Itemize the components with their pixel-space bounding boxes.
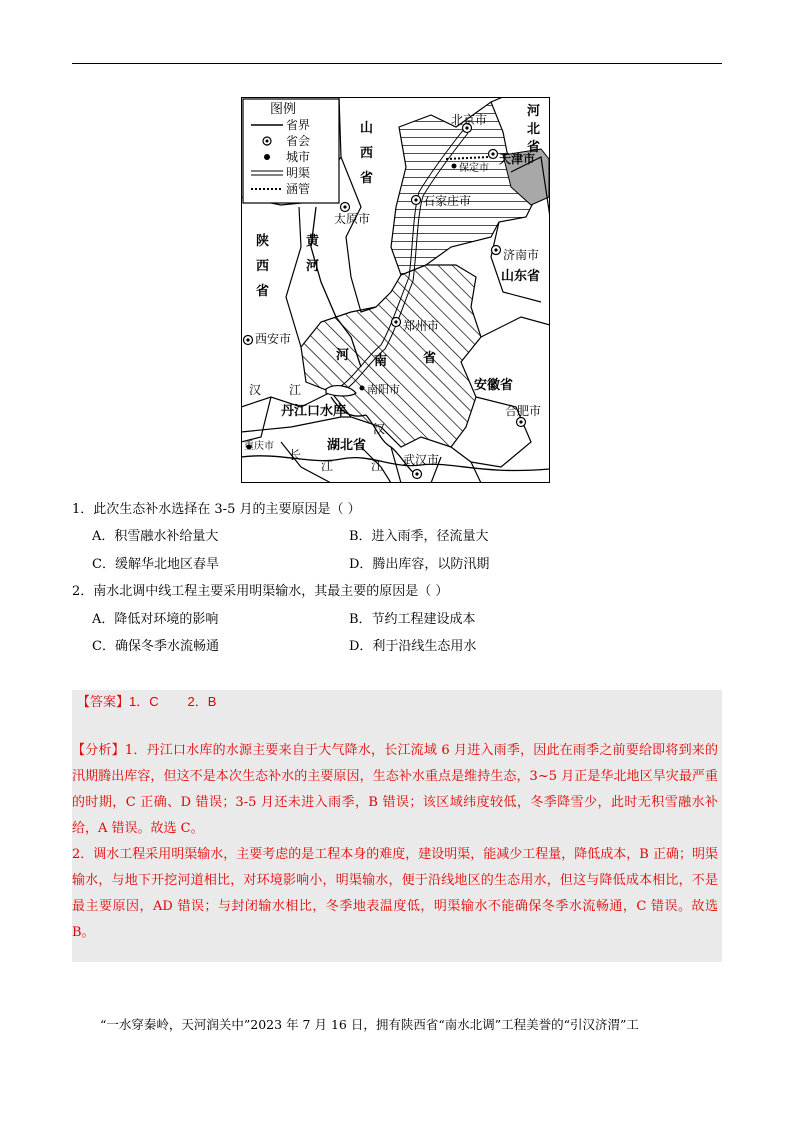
q2-option-b: B．节约工程建设成本 xyxy=(349,612,476,627)
province-henan-1: 河 xyxy=(336,348,350,363)
province-shandong: 山东省 xyxy=(501,269,541,284)
city-chongqing: 重庆市 xyxy=(244,441,274,452)
city-xian: 西安市 xyxy=(255,332,292,346)
analysis-paragraph-1 xyxy=(72,738,718,842)
header-rule xyxy=(72,63,722,64)
province-shaanxi-1: 陕 xyxy=(256,234,270,249)
province-shanxi-3: 省 xyxy=(360,171,374,186)
analysis-text-1: 1．丹江口水库的水源主要来自于大气降水，长江流域 6 月进入雨季，因此在雨季之前要给即将到来的汛期腾出库容，但这不是本次生态补水的主要原因，生态补水重点是维持生态，3~5 月正是华北地区旱灾最严重的时期，C 正确、D 错误；3-5 月还未进入雨季，B 错误；该区域纬度较低，冬季降雪少，此时无积雪融水补给，A 错误。故选 C。 xyxy=(72,743,718,836)
legend-item-canal: 明渠 xyxy=(286,166,311,180)
legend-item-capital: 省会 xyxy=(286,134,311,148)
city-hefei: 合肥市 xyxy=(505,404,542,418)
province-shaanxi-2: 西 xyxy=(256,259,270,274)
city-wuhan: 武汉市 xyxy=(403,453,440,467)
q1-option-d: D．腾出库容，以防汛期 xyxy=(349,557,490,572)
river-han-left-1: 汉 xyxy=(249,383,262,397)
question-2-stem: 2．南水北调中线工程主要采用明渠输水，其最主要的原因是（ ） xyxy=(72,584,449,599)
river-han-right-1: 汉 xyxy=(373,422,386,436)
question-1-stem: 1．此次生态补水选择在 3-5 月的主要原因是（ ） xyxy=(72,502,361,517)
legend-item-city: 城市 xyxy=(286,150,311,164)
province-shaanxi-3: 省 xyxy=(256,284,270,299)
analysis-paragraph-2: 2．调水工程采用明渠输水，主要考虑的是工程本身的难度，建设明渠，能减少工程量，降低成本，B 正确；明渠输水，与地下开挖河道相比，对环境影响小，明渠输水，便于沿线地区的生态用水，但这与降低成本相比，不是最主要原因，AD 错误；与封闭输水相比，冬季地表温度低，明渠输水不能确保冬季水流畅通，C 错误。故选 B。 xyxy=(72,847,718,940)
answer-label: 【答案】 xyxy=(77,694,130,709)
province-hubei: 湖北省 xyxy=(327,438,367,453)
city-zhengzhou: 郑州市 xyxy=(403,319,440,333)
q2-option-a: A．降低对环境的影响 xyxy=(92,612,219,627)
river-han-right-2: 江 xyxy=(371,459,384,473)
legend-title: 图例 xyxy=(270,102,297,117)
city-beijing: 北京市 xyxy=(451,113,488,127)
province-hebei-2: 北 xyxy=(527,122,541,137)
city-shijiazhuang: 石家庄市 xyxy=(423,194,472,208)
city-nanyang: 南阳市 xyxy=(367,383,400,396)
river-han-left-2: 江 xyxy=(289,383,302,397)
city-tianjin: 天津市 xyxy=(499,152,536,166)
next-passage-text: “一水穿秦岭，天河润关中”2023 年 7 月 16 日，拥有陕西省“南水北调”工程美誉的“引汉济渭”工 xyxy=(100,1017,639,1032)
analysis-section xyxy=(72,738,718,946)
answer-text: 1．C 2．B xyxy=(129,694,217,709)
q1-option-b: B．进入雨季，径流量大 xyxy=(349,529,489,544)
river-chang-1: 长 xyxy=(289,448,302,462)
province-anhui: 安徽省 xyxy=(474,378,514,393)
province-henan-2: 南 xyxy=(374,354,388,369)
province-hebei-1: 河 xyxy=(527,104,541,119)
q2-option-d: D．利于沿线生态用水 xyxy=(349,639,477,654)
province-hebei-3: 省 xyxy=(527,140,541,155)
reservoir-danjiangkou: 丹江口水库 xyxy=(281,404,347,419)
route-map xyxy=(241,97,550,483)
province-shanxi-1: 山 xyxy=(360,121,374,136)
city-taiyuan: 太原市 xyxy=(334,212,371,226)
analysis-label: 【分析】 xyxy=(72,743,125,758)
legend-item-province-border: 省界 xyxy=(286,118,311,132)
answer-box xyxy=(72,690,722,962)
city-jinan: 济南市 xyxy=(503,248,540,262)
q1-option-c: C．缓解华北地区春旱 xyxy=(92,557,219,572)
province-henan-3: 省 xyxy=(423,351,437,366)
city-baoding: 保定市 xyxy=(459,163,489,174)
river-yellow-1: 黄 xyxy=(306,234,320,249)
river-chang-2: 江 xyxy=(321,459,334,473)
q2-option-c: C．确保冬季水流畅通 xyxy=(92,639,219,654)
legend-item-culvert: 涵管 xyxy=(286,182,311,196)
city-symbol-icon xyxy=(264,154,270,160)
q1-option-a: A．积雪融水补给量大 xyxy=(92,529,219,544)
answer-line xyxy=(77,693,216,711)
river-yellow-2: 河 xyxy=(306,259,320,274)
province-shanxi-2: 西 xyxy=(360,146,374,161)
